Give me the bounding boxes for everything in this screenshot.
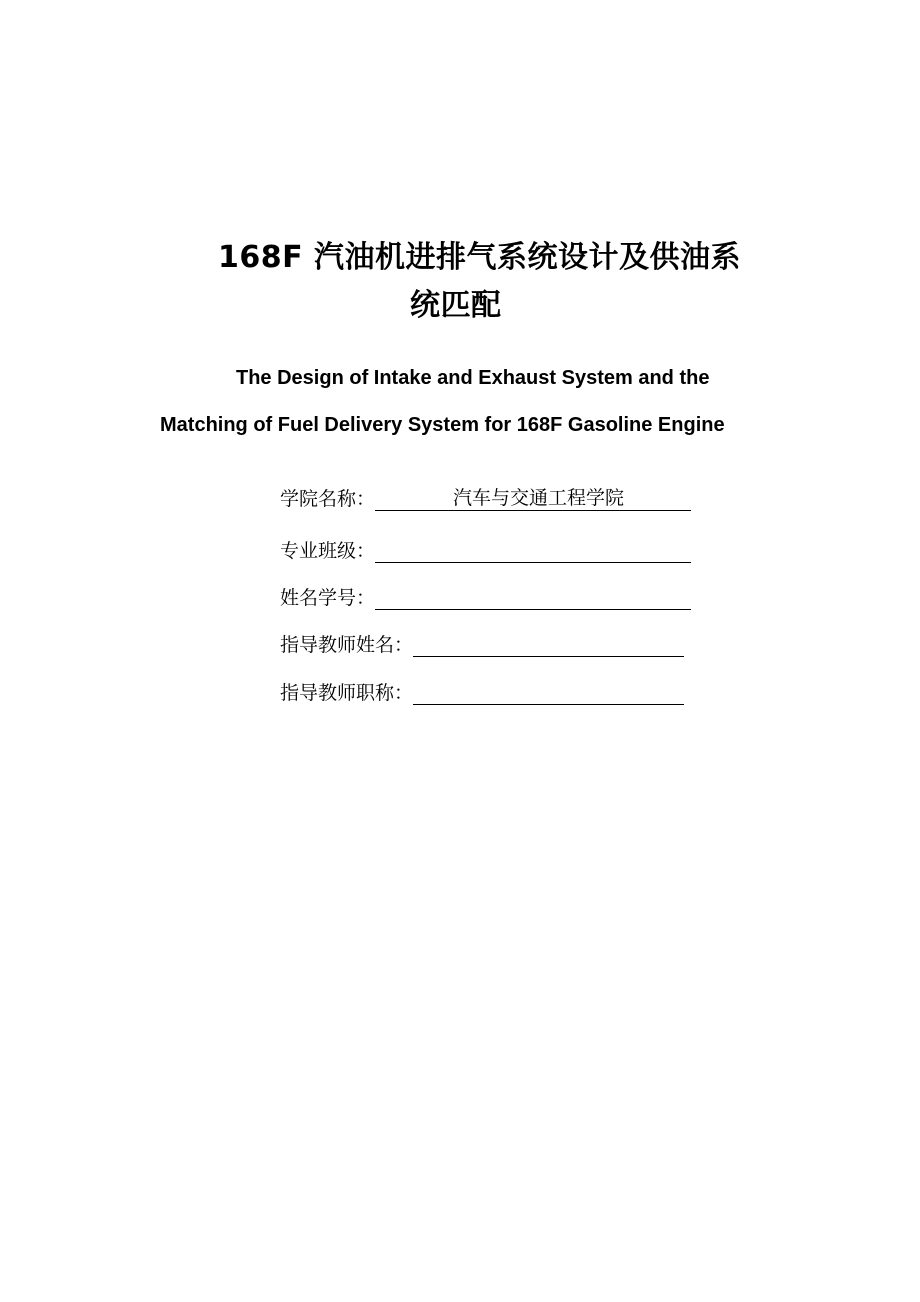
advisor-title-field	[280, 675, 684, 705]
english-title-line-2: Matching of Fuel Delivery System for 168F Gasoline Engine	[160, 414, 725, 436]
college-name-underline[interactable]	[375, 487, 691, 511]
major-class-label: 专业班级：	[280, 540, 376, 562]
college-name-value: 汽车与交通工程学院	[453, 487, 625, 509]
name-student-id-underline[interactable]	[375, 586, 691, 610]
name-student-id-field	[280, 580, 691, 610]
english-title-line-1: The Design of Intake and Exhaust System and the	[236, 367, 710, 389]
advisor-title-underline[interactable]	[413, 681, 684, 705]
major-class-underline[interactable]	[375, 539, 691, 563]
chinese-title-line-1: 168F 汽油机进排气系统设计及供油系	[218, 240, 742, 275]
major-class-field	[280, 533, 691, 563]
advisor-name-field	[280, 627, 684, 657]
chinese-title-line-2: 统匹配	[410, 288, 502, 323]
advisor-title-label: 指导教师职称：	[280, 682, 414, 704]
college-name-label: 学院名称：	[280, 488, 376, 510]
name-student-id-label: 姓名学号：	[280, 587, 376, 609]
advisor-name-underline[interactable]	[413, 633, 684, 657]
advisor-name-label: 指导教师姓名：	[280, 634, 414, 656]
college-name-field	[280, 481, 691, 511]
